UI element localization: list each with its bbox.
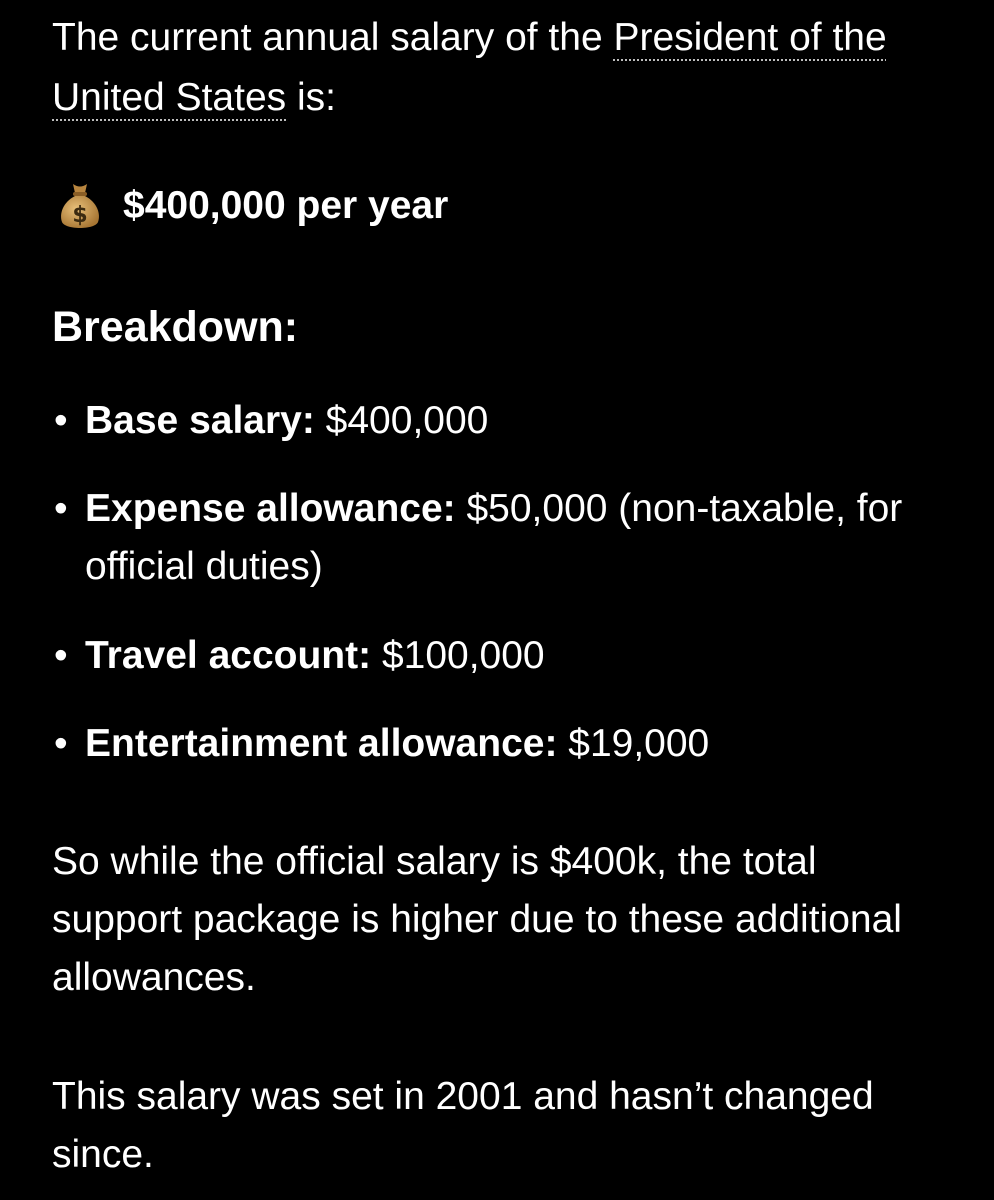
item-value: $100,000 [371,634,545,677]
item-value: $400,000 [314,399,489,442]
item-label: Expense allowance: [85,487,456,530]
history-paragraph: This salary was set in 2001 and hasn’t changed since. [52,1075,874,1176]
item-label: Base salary: [85,399,315,442]
intro-text [52,8,952,128]
intro-suffix: is: [286,76,336,119]
item-value: $50,000 (non-taxable, for official duties) [85,487,903,588]
svg-text:$: $ [72,203,88,228]
president-link[interactable]: President of the United States [52,16,887,119]
item-label: Travel account: [85,634,372,677]
salary-amount: $400,000 per year [123,184,449,227]
money-bag-icon [57,180,103,232]
bullet-dot: • [54,722,68,765]
item-value: $19,000 [557,722,710,765]
bullet-dot: • [54,634,68,677]
breakdown-heading: Breakdown: [52,303,299,351]
bullet-dot: • [54,399,68,442]
salary-highlight [52,176,448,236]
intro-prefix: The current annual salary of the [52,16,614,59]
item-label: Entertainment allowance: [85,722,558,765]
summary-paragraph: So while the official salary is $400k, the total support package is higher due to these additional allowances. [52,840,902,999]
bullet-dot: • [54,487,68,530]
